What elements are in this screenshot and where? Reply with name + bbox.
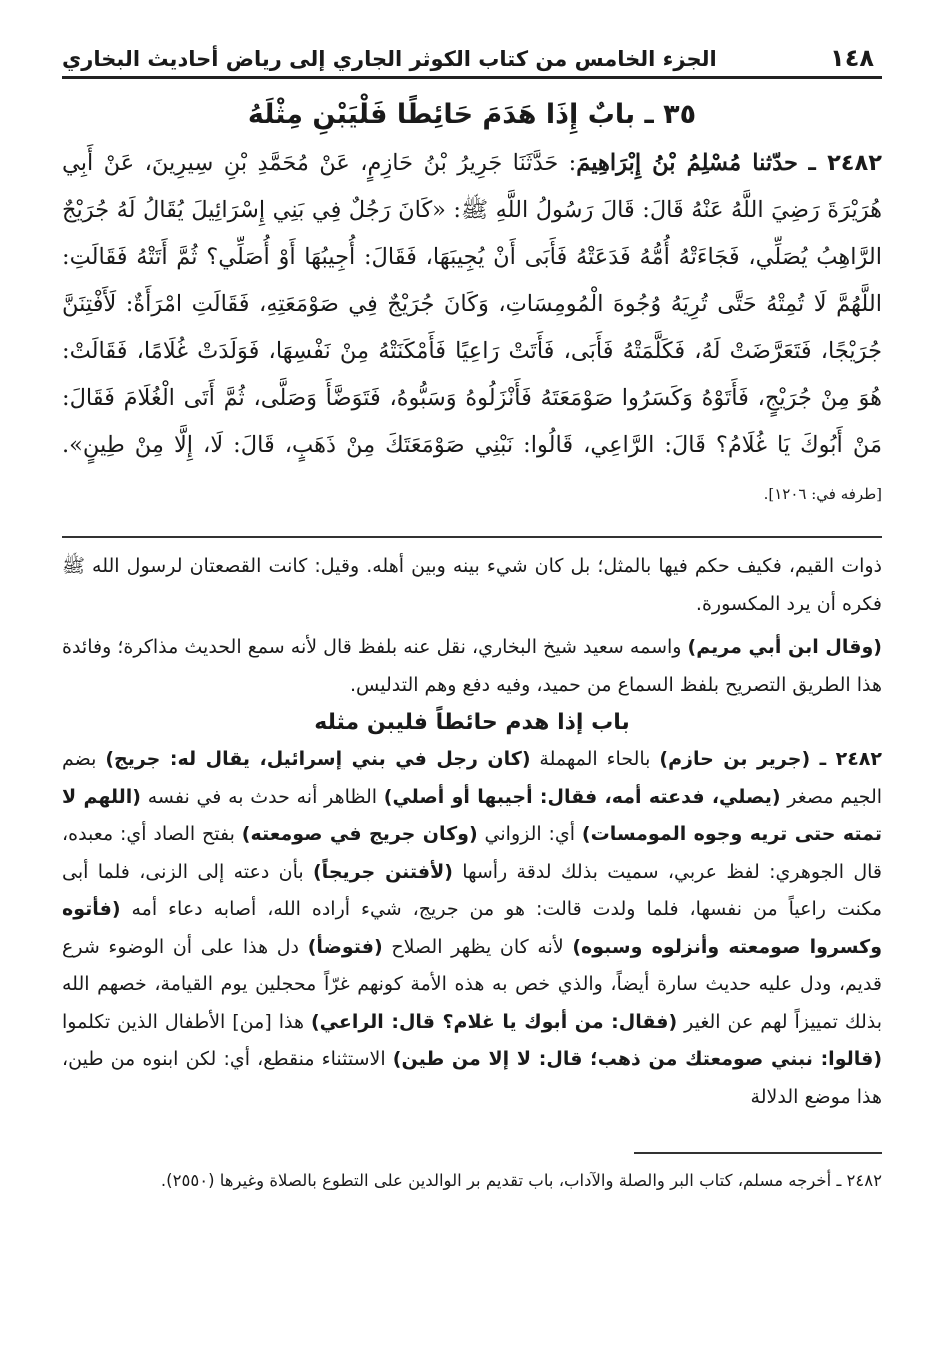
hadith-body: : حَدَّثَنَا جَرِيرُ بْنُ حَازِمٍ، عَنْ مُحَمَّدِ بْنِ سِيرِينَ، عَنْ أَبِي هُرَيْرَةَ رَضِيَ اللَّهُ عَنْهُ قَالَ: قَالَ رَسُولُ اللَّهِ ﷺ: «كَانَ رَجُلٌ فِي بَنِي إِسْرَائِيلَ يُقَالُ لَهُ جُرَيْجٌ الرَّاهِبُ يُصَلِّي، فَجَاءَتْهُ أُمُّهُ فَدَعَتْهُ فَأَبَى أَنْ يُجِيبَهَا، فَقَالَ: أُجِيبُهَا أَوْ أُصَلِّي؟ ثُمَّ أَتَتْهُ فَقَالَتِ: اللَّهُمَّ لَا تُمِتْهُ حَتَّى تُرِيَهُ وُجُوهَ الْمُومِسَاتِ، وَكَانَ جُرَيْجٌ فِي صَوْمَعَتِهِ، فَقَالَتِ امْرَأَةٌ: لَأَفْتِنَنَّ جُرَيْجًا، فَتَعَرَّضَتْ لَهُ، فَكَلَّمَتْهُ فَأَبَى، فَأَتَتْ رَاعِيًا فَأَمْكَنَتْهُ مِنْ نَفْسِهَا، فَوَلَدَتْ غُلَامًا، فَقَالَتْ: هُوَ مِنْ جُرَيْجٍ، فَأَتَوْهُ وَكَسَرُوا صَوْمَعَتَهُ فَأَنْزَلُوهُ وَسَبُّوهُ، فَتَوَضَّأَ وَصَلَّى، ثُمَّ أَتَى الْغُلَامَ فَقَالَ: مَنْ أَبُوكَ يَا غُلَامُ؟ قَالَ: الرَّاعِي، قَالُوا: نَبْنِي صَوْمَعَتَكَ مِنْ ذَهَبٍ، قَالَ: لَا، إِلَّا مِنْ طِينٍ».	[62, 150, 882, 458]
commentary-text: واسمه سعيد شيخ البخاري، نقل عنه بلفظ قال لأنه سمع الحديث مذاكرة؛ وفائدة هذا الطريق التصريح بلفظ السماع من حميد، وفيه دفع وهم التدليس.	[62, 636, 882, 696]
commentary-quote: (فتوضأ)	[307, 935, 383, 958]
running-title: الجزء الخامس من كتاب الكوثر الجاري إلى رياض أحاديث البخاري	[62, 47, 717, 71]
footnote-divider	[634, 1152, 882, 1154]
commentary-quote: (فقال: من أبوك يا غلام؟ قال: الراعي)	[310, 1010, 678, 1033]
commentary-quote: (قالوا: نبني صومعتك من ذهب؛ قال: لا إلا من طين)	[392, 1048, 882, 1070]
hadith-number: ٢٤٨٢ ـ	[808, 150, 882, 176]
commentary-paragraph-2	[62, 629, 882, 704]
commentary-chapter-title: باب إذا هدم حائطاً فليبن مثله	[314, 710, 630, 735]
commentary-paragraph-1: ذوات القيم، فكيف حكم فيها بالمثل؛ بل كان شيء بينه وبين أهله. وقيل: كانت القصعتان لرسول الله ﷺ فكره أن يرد المكسورة.	[62, 555, 882, 615]
commentary-quote: (اللهم لا تمته حتى تريه وجوه المومسات)	[62, 785, 882, 845]
commentary-text: لأنه كان يظهر الصلاح	[382, 935, 573, 958]
commentary-text: الظاهر أنه حدث به في نفسه	[140, 785, 384, 808]
footnote-text: ٢٤٨٢ ـ أخرجه مسلم، كتاب البر والصلة والآداب، باب تقديم بر الوالدين على التطوع بالصلاة وغيرها (٢٥٥٠).	[160, 1171, 882, 1190]
chapter-title: ٣٥ ـ بابٌ إِذَا هَدَمَ حَائِطًا فَلْيَبْنِ مِثْلَهُ	[247, 99, 697, 130]
commentary-text: دل هذا على أن الوضوء شرع قديم، ودل عليه حديث سارة أيضاً، والذي خص به هذه الأمة كونهم غرّاً محجلين يوم القيامة، خصهم الله بذلك تمييزاً لهم عن الغير	[62, 935, 882, 1033]
commentary-text: بفتح الصاد أي: معبده، قال الجوهري: لفظ عربي، سميت بذلك لدقة رأسها	[62, 823, 883, 883]
section-divider	[62, 536, 882, 538]
commentary-text: بأن دعته إلى الزنى، فلما أبى مكنت راعياً من نفسها، فلما ولدت قالت: هو من جريج، شيء أراده الله، أصابه دعاء أمه	[62, 860, 882, 920]
commentary-quote: (فأتوه وكسروا صومعته وأنزلوه وسبوه)	[62, 898, 882, 958]
commentary-text: أي: الزواني	[477, 823, 582, 845]
commentary-quote: (كان رجل في بني إسرائيل، يقال له: جريج)	[105, 748, 531, 770]
commentary-block	[62, 548, 882, 1116]
hadith-lead: حدّثنا مُسْلِمُ بْنُ إِبْرَاهِيمَ	[576, 150, 798, 176]
hadith-paragraph	[62, 140, 882, 518]
commentary-quote: (يصلي، فدعته أمه، فقال: أجيبها أو أصلي)	[383, 785, 781, 808]
commentary-text: بالحاء المهملة	[530, 748, 660, 770]
page-number: ١٤٨	[830, 44, 874, 72]
commentary-text: هذا [من] الأطفال الذين تكلموا	[62, 1010, 311, 1033]
commentary-quote: ٢٤٨٢ ـ (جرير بن حازم)	[659, 748, 882, 770]
commentary-text: بضم الجيم مصغر	[62, 748, 883, 808]
commentary-quote: (لأفتنن جريجاً)	[313, 860, 453, 883]
commentary-text: الاستثناء منقطع، أي: لكن ابنوه من طين، هذا موضع الدلالة	[62, 1048, 882, 1108]
commentary-quote: (وقال ابن أبي مريم)	[687, 636, 882, 658]
page-header	[62, 44, 882, 79]
hadith-text-block	[62, 140, 882, 518]
hadith-cross-reference: [طرفه في: ١٢٠٦].	[763, 485, 882, 503]
footnote-block	[62, 1164, 882, 1197]
commentary-paragraph-3	[62, 741, 882, 1116]
commentary-quote: (وكان جريج في صومعته)	[241, 823, 478, 845]
